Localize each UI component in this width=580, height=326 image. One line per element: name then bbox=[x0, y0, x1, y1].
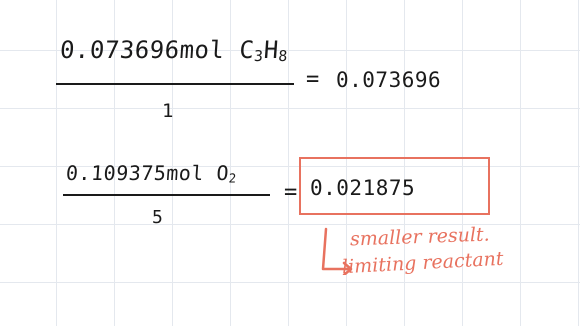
fraction2-numerator-unit: mol bbox=[165, 161, 205, 185]
fraction2-numerator bbox=[65, 161, 238, 185]
species-o: O bbox=[215, 161, 230, 185]
result-highlight-box bbox=[299, 157, 490, 215]
fraction1-species bbox=[238, 36, 289, 64]
annotation-line-2: limiting reactant bbox=[341, 247, 504, 279]
species-h-subscript: 8 bbox=[277, 46, 289, 65]
species-o-subscript: 2 bbox=[228, 170, 238, 186]
species-c-subscript: 3 bbox=[253, 46, 265, 65]
annotation-line-1: smaller result. bbox=[349, 223, 491, 251]
fraction1-numerator bbox=[59, 36, 289, 65]
fraction2-species bbox=[216, 161, 238, 185]
fraction1-numerator-value: 0.073696 bbox=[59, 36, 181, 64]
fraction1-denominator: 1 bbox=[162, 100, 174, 122]
fraction2-denominator: 5 bbox=[152, 207, 164, 228]
species-c: C bbox=[238, 36, 256, 64]
result-1: 0.073696 bbox=[336, 68, 442, 92]
fraction1-bar bbox=[56, 83, 294, 85]
equals-sign-2: = bbox=[284, 180, 298, 205]
fraction2-numerator-value: 0.109375 bbox=[65, 161, 168, 185]
result-2: 0.021875 bbox=[310, 176, 416, 200]
fraction2-bar bbox=[63, 194, 270, 196]
species-h: H bbox=[262, 36, 280, 64]
equals-sign-1: = bbox=[306, 67, 320, 92]
fraction1-numerator-unit: mol bbox=[178, 36, 226, 64]
